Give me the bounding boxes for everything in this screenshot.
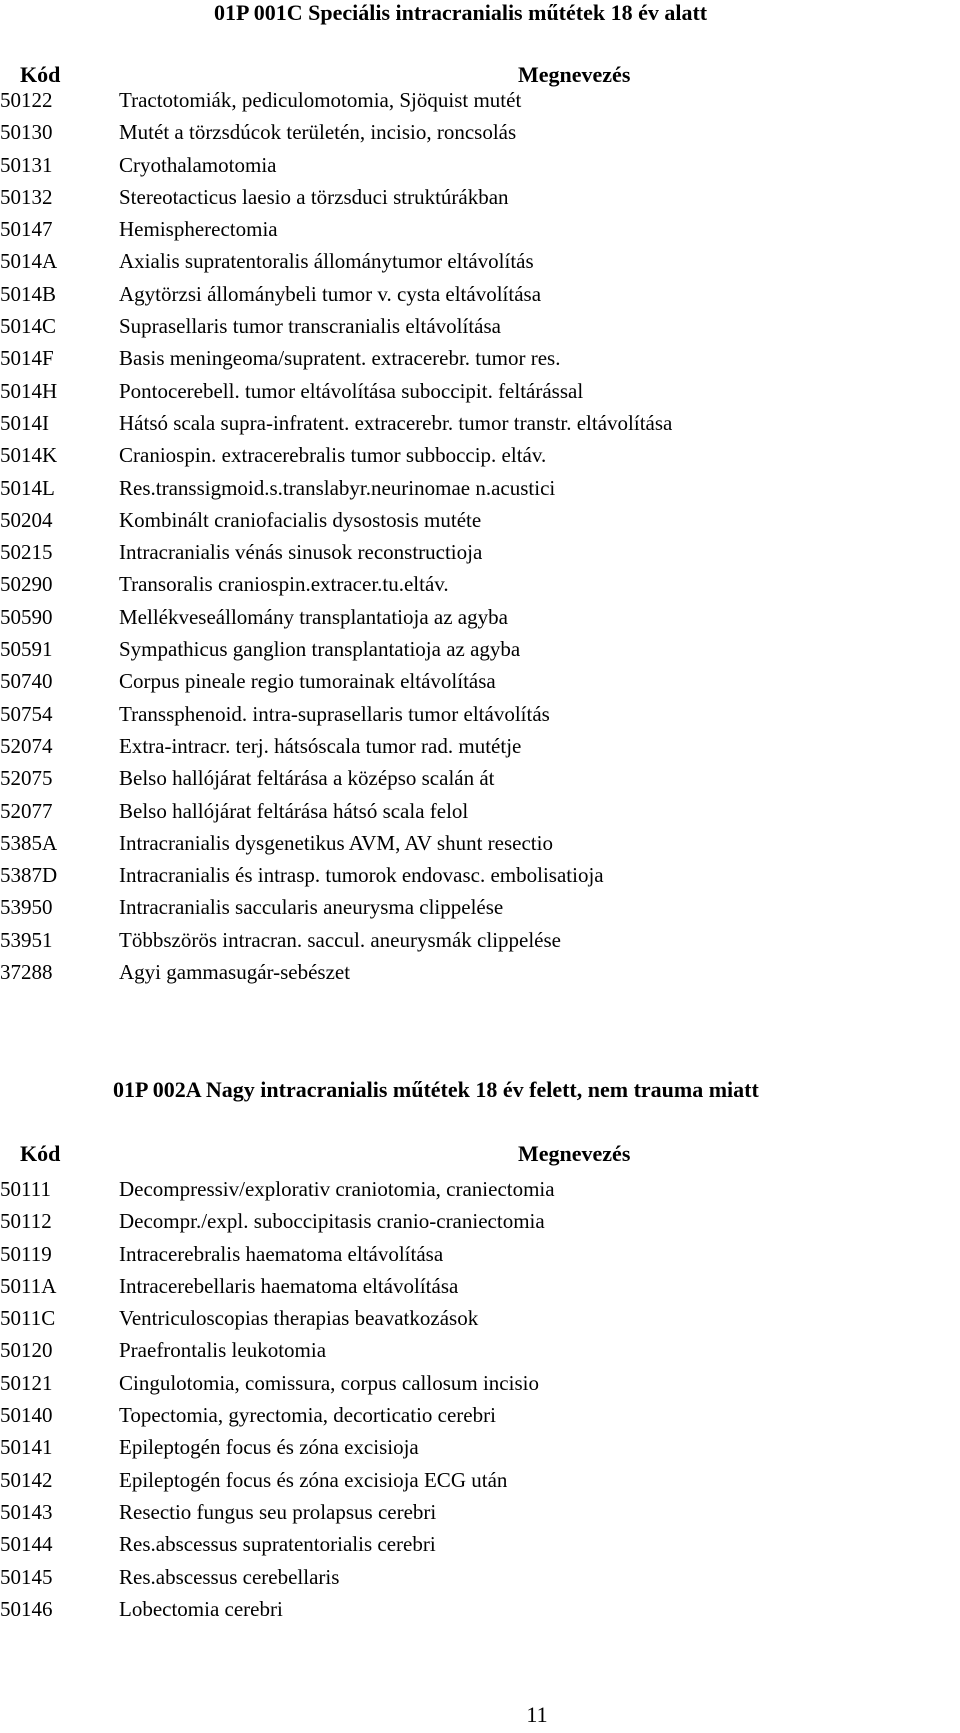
procedure-name: Res.transsigmoid.s.translabyr.neurinomae n.acustici	[119, 475, 556, 500]
procedure-code: 50204	[0, 507, 53, 532]
procedure-code: 5014I	[0, 410, 49, 435]
procedure-name: Epileptogén focus és zóna excisioja ECG után	[119, 1467, 508, 1492]
procedure-name: Belso hallójárat feltárása hátsó scala felol	[119, 798, 469, 823]
procedure-name: Többszörös intracran. saccul. aneurysmák clippelése	[119, 927, 561, 952]
procedure-name: Agytörzsi állománybeli tumor v. cysta eltávolítása	[119, 281, 542, 306]
column-header-code: Kód	[20, 62, 61, 87]
procedure-name: Lobectomia cerebri	[119, 1596, 283, 1621]
procedure-code: 52075	[0, 766, 53, 791]
procedure-code: 5387D	[0, 863, 58, 888]
procedure-code: 50132	[0, 184, 53, 209]
procedure-name: Intracranialis dysgenetikus AVM, AV shunt resectio	[119, 830, 553, 855]
procedure-code: 50111	[0, 1177, 51, 1201]
procedure-code: 52077	[0, 798, 53, 823]
procedure-name: Agyi gammasugár-sebészet	[119, 960, 351, 985]
column-header-name: Megnevezés	[518, 1141, 631, 1166]
procedure-code: 5385A	[0, 830, 58, 855]
procedure-code: 50740	[0, 669, 53, 694]
procedure-name: Basis meningeoma/supratent. extracerebr. tumor res.	[119, 346, 561, 371]
procedure-name: Transoralis craniospin.extracer.tu.eltáv.	[119, 572, 449, 597]
procedure-name: Hemispherectomia	[119, 217, 278, 242]
procedure-code: 50591	[0, 637, 53, 662]
procedure-code: 50142	[0, 1467, 53, 1492]
procedure-code: 5014B	[0, 281, 57, 306]
procedure-code: 50130	[0, 120, 53, 145]
procedure-name: Tractotomiák, pediculomotomia, Sjöquist mutét	[119, 88, 522, 112]
procedure-name: Stereotacticus laesio a törzsduci struktúrákban	[119, 184, 509, 209]
procedure-code: 50147	[0, 217, 53, 242]
procedure-name: Hátsó scala supra-infratent. extracerebr. tumor transtr. eltávolítása	[119, 410, 673, 435]
procedure-code: 52074	[0, 733, 53, 758]
procedure-name: Mutét a törzsdúcok területén, incisio, roncsolás	[119, 120, 517, 145]
procedure-code: 50119	[0, 1241, 52, 1266]
procedure-code: 37288	[0, 960, 53, 985]
procedure-code: 5014F	[0, 346, 54, 371]
procedure-name: Intracranialis vénás sinusok reconstructioja	[119, 540, 483, 565]
procedure-name: Cingulotomia, comissura, corpus callosum incisio	[119, 1370, 539, 1395]
procedure-code: 50112	[0, 1209, 52, 1234]
procedure-code: 50143	[0, 1499, 53, 1524]
procedure-name: Intracranialis és intrasp. tumorok endovasc. embolisatioja	[119, 863, 604, 888]
procedure-name: Topectomia, gyrectomia, decorticatio cerebri	[119, 1403, 496, 1428]
procedure-code: 53951	[0, 927, 53, 952]
procedure-name: Intracerebralis haematoma eltávolítása	[119, 1241, 444, 1266]
procedure-code: 50754	[0, 701, 53, 726]
procedure-code: 5014C	[0, 314, 57, 339]
page-number: 11	[526, 1702, 548, 1727]
section-title: 01P 001C Speciális intracranialis műtétek 18 év alatt	[214, 0, 708, 25]
procedure-name: Decompressiv/explorativ craniotomia, craniectomia	[119, 1177, 555, 1201]
procedure-name: Intracranialis saccularis aneurysma clippelése	[119, 895, 504, 920]
procedure-code: 50590	[0, 604, 53, 629]
procedure-name: Suprasellaris tumor transcranialis eltávolítása	[119, 314, 501, 339]
procedure-name: Sympathicus ganglion transplantatioja az agyba	[119, 637, 521, 662]
procedure-name: Ventriculoscopias therapias beavatkozások	[119, 1306, 479, 1331]
procedure-name: Mellékveseállomány transplantatioja az agyba	[119, 604, 508, 629]
procedure-name: Epileptogén focus és zóna excisioja	[119, 1435, 419, 1460]
column-header-name: Megnevezés	[518, 62, 631, 87]
procedure-name: Extra-intracr. terj. hátsóscala tumor rad. mutétje	[119, 733, 522, 758]
procedure-name: Belso hallójárat feltárása a középso scalán át	[119, 766, 495, 791]
procedure-code: 50146	[0, 1596, 53, 1621]
procedure-code: 53950	[0, 895, 53, 920]
procedure-code: 50144	[0, 1532, 53, 1557]
procedure-name: Corpus pineale regio tumorainak eltávolítása	[119, 669, 496, 694]
procedure-code: 50120	[0, 1338, 53, 1363]
procedure-code: 50141	[0, 1435, 53, 1460]
procedure-name: Intracerebellaris haematoma eltávolítása	[119, 1273, 459, 1298]
procedure-code: 50131	[0, 152, 53, 177]
procedure-name: Craniospin. extracerebralis tumor subboccip. eltáv.	[119, 443, 547, 468]
procedure-name: Axialis supratentoralis állománytumor eltávolítás	[119, 249, 534, 274]
procedure-code: 50140	[0, 1403, 53, 1428]
procedure-code: 50122	[0, 88, 53, 112]
procedure-code: 50121	[0, 1370, 53, 1395]
procedure-name: Res.abscessus cerebellaris	[119, 1564, 340, 1589]
procedure-code: 5011C	[0, 1306, 56, 1331]
procedure-code: 5014L	[0, 475, 55, 500]
procedure-name: Decompr./expl. suboccipitasis cranio-craniectomia	[119, 1209, 545, 1234]
procedure-name: Cryothalamotomia	[119, 152, 277, 177]
procedure-name: Kombinált craniofacialis dysostosis mutéte	[119, 507, 482, 532]
procedure-name: Praefrontalis leukotomia	[119, 1338, 327, 1363]
procedure-code: 50290	[0, 572, 53, 597]
procedure-name: Pontocerebell. tumor eltávolítása suboccipit. feltárással	[119, 378, 584, 403]
procedure-code: 50145	[0, 1564, 53, 1589]
procedure-code: 50215	[0, 540, 53, 565]
page-footer	[0, 1702, 960, 1728]
procedure-name: Resectio fungus seu prolapsus cerebri	[119, 1499, 437, 1524]
procedure-name: Transsphenoid. intra-suprasellaris tumor eltávolítás	[119, 701, 550, 726]
procedure-code: 5011A	[0, 1273, 57, 1298]
procedure-code: 5014A	[0, 249, 58, 274]
column-header-code: Kód	[20, 1141, 61, 1166]
procedure-name: Res.abscessus supratentorialis cerebri	[119, 1532, 436, 1557]
procedure-code: 5014K	[0, 443, 58, 468]
section-title: 01P 002A Nagy intracranialis műtétek 18 év felett, nem trauma miatt	[113, 1077, 759, 1102]
procedure-code: 5014H	[0, 378, 58, 403]
